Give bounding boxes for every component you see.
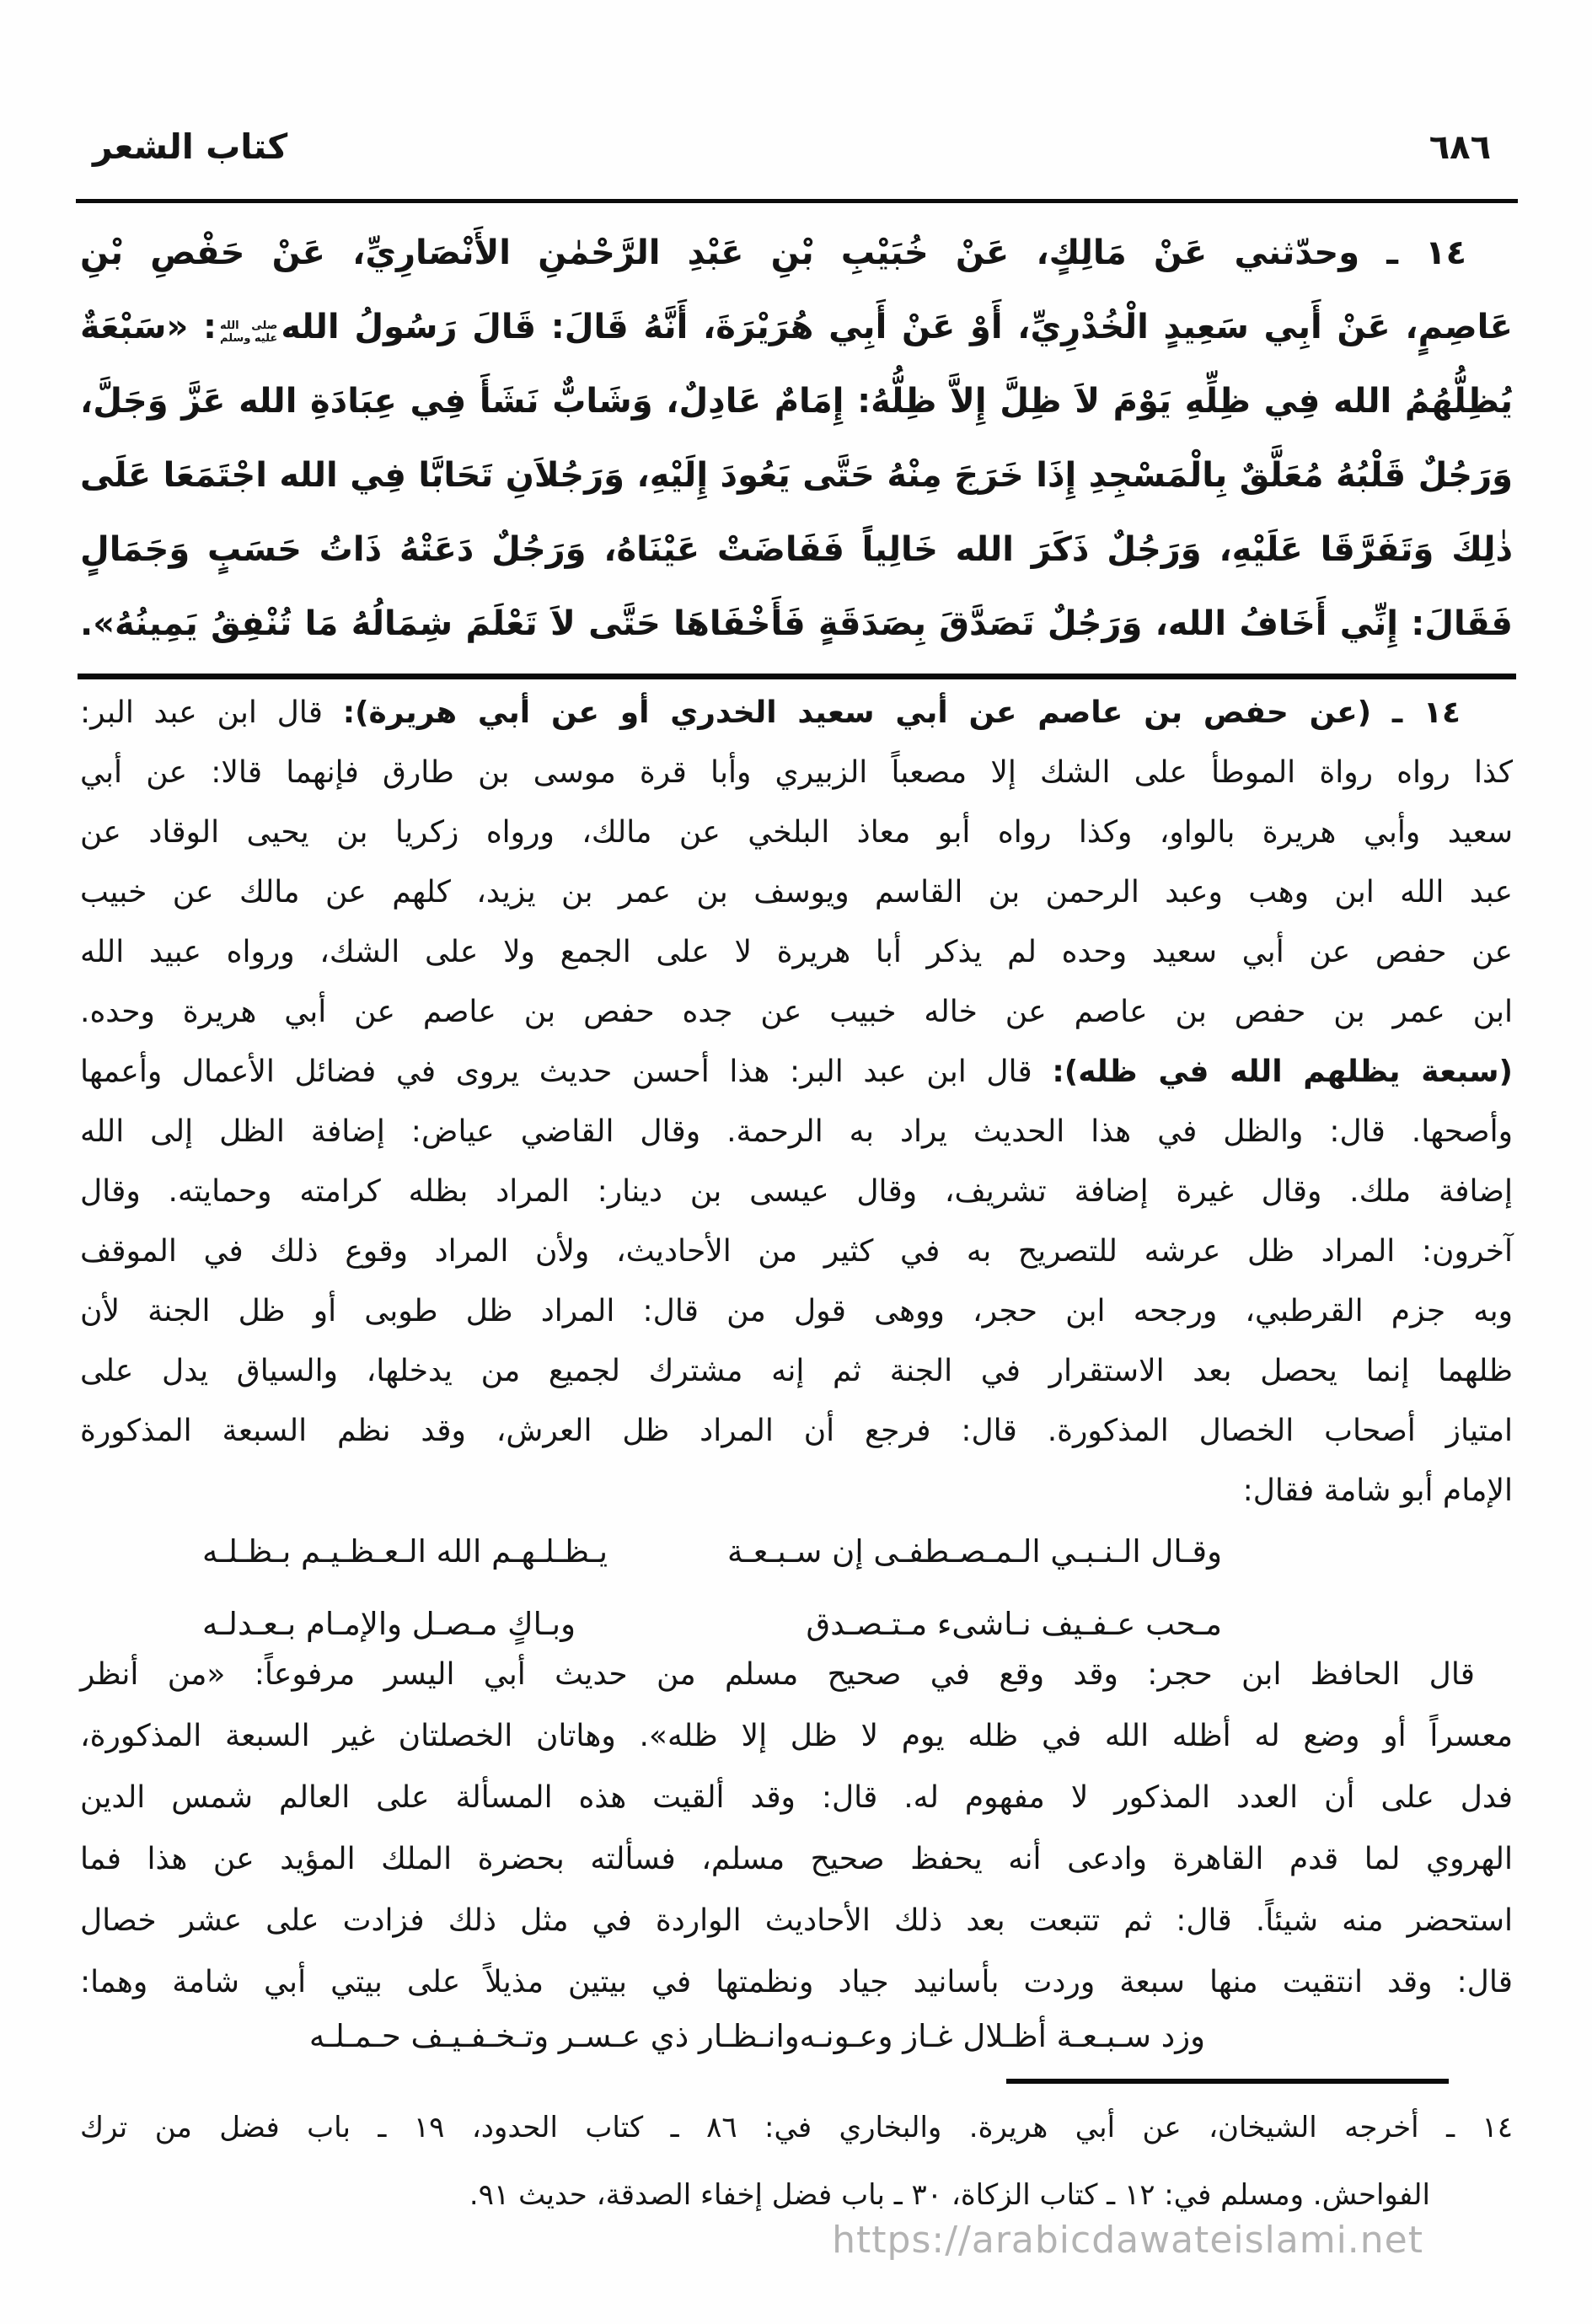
pbuh-seal xyxy=(220,319,277,345)
commentary-line: آخرون: المراد ظل عرشه للتصريح به في كثير من الأحاديث، ولأن المراد وقوع ذلك في الموقف xyxy=(80,1234,1513,1269)
book-title: كتاب الشعر xyxy=(93,126,288,167)
commentary-line: ظلهما إنما يحصل بعد الاستقرار في الجنة ثم إنه مشترك لجميع من يدخلها، والسياق يدل على xyxy=(80,1354,1513,1388)
poem-ibn-hajar xyxy=(80,2008,1513,2064)
pbuh-seal-top: صلى الله xyxy=(220,319,278,332)
commentary-line: ابن عمر بن حفص بن عاصم عن خاله خبيب عن جده حفص بن عاصم عن أبي هريرة وحده. xyxy=(80,995,1513,1029)
hadith-line: ١٤ ـ وحدّثني عَنْ مَالِكٍ، عَنْ خُبَيْبِ بْنِ عَبْدِ الرَّحْمٰنِ الأَنْصَارِيِّ، عَنْ حَفْصِ بْنِ xyxy=(80,233,1466,272)
commentary-line: قال: وقد انتقيت منها سبعة وردت بأسانيد جياد ونظمتها في بيتين مذيلاً على بيتي أبي شامة وهما: xyxy=(80,1965,1513,1999)
hadith-line-text: : «سَبْعَةٌ xyxy=(80,308,217,346)
poem-abu-shama xyxy=(80,1515,1513,1660)
hadith-line-text: عَاصِمٍ، عَنْ أَبِي سَعِيدٍ الْخُدْرِيِّ، أَوْ عَنْ أَبِي هُرَيْرَةَ، أَنَّهُ قَالَ: قَالَ رَسُولُ الله xyxy=(281,308,1513,346)
hadith-text xyxy=(80,216,1513,661)
hemistich-right: وقـال الـنـبـي الـمـصـطفـى إن سـبـعـة xyxy=(727,1532,1222,1570)
hemistich-left: وبـاكٍ مـصـل والإمـام بـعـدلـه xyxy=(202,1605,576,1642)
commentary-line: سعيد وأبي هريرة بالواو، وكذا رواه أبو معاذ البلخي عن مالك، ورواه زكريا بن يحيى الوقاد عن xyxy=(80,815,1513,850)
commentary-line: فدل على أن العدد المذكور لا مفهوم له. قال: وقد ألقيت هذه المسألة على العالم شمس الدين xyxy=(80,1780,1513,1815)
watermark-url: https://arabicdawateislami.net xyxy=(832,2219,1423,2262)
commentary-line: إضافة ملك. وقال غيرة إضافة تشريف، وقال عيسى بن دينار: المراد بظله كرامته وحمايته. وقال xyxy=(80,1174,1513,1209)
poem-verse xyxy=(80,1515,1513,1587)
section-divider-rule xyxy=(78,674,1516,679)
hadith-line: فَقَالَ: إِنِّي أَخَافُ الله، وَرَجُلٌ تَصَدَّقَ بِصَدَقَةٍ فَأَخْفَاهَا حَتَّى لاَ تَعْلَمَ شِمَالُهُ مَا تُنْفِقُ يَمِينُهُ». xyxy=(80,604,1513,643)
commentary-line: وأصحها. قال: والظل في هذا الحديث يراد به الرحمة. وقال القاضي عياض: إضافة الظل إلى الله xyxy=(80,1114,1513,1149)
commentary-line: وبه جزم القرطبي، ورجحه ابن حجر، ووهى قول من قال: المراد ظل طوبى أو ظل الجنة لأن xyxy=(80,1294,1513,1328)
header-rule xyxy=(76,199,1518,203)
footnotes xyxy=(80,2094,1513,2229)
hadith-lemma: (سبعة يظلهم الله في ظله): xyxy=(1052,1055,1514,1089)
commentary-line: استحضر منه شيئاً. قال: ثم تتبعت بعد ذلك الأحاديث الواردة في مثل ذلك فزادت على عشر خصال xyxy=(80,1903,1513,1938)
hemistich-right: مـحب عـفـيف نـاشىء مـتـصـدق xyxy=(806,1605,1222,1642)
hadith-line: وَرَجُلٌ قَلْبُهُ مُعَلَّقٌ بِالْمَسْجِدِ إِذَا خَرَجَ مِنْهُ حَتَّى يَعُودَ إِلَيْهِ، وَرَجُلاَنِ تَحَابَّا فِي الله اجْتَمَعَا عَلَى xyxy=(80,456,1513,495)
commentary-paragraph-3 xyxy=(80,1644,1513,2013)
commentary-line: عن حفص عن أبي سعيد وحده لم يذكر أبا هريرة لا على الجمع ولا على الشك، ورواه عبيد الله xyxy=(80,935,1513,969)
page-number: ٦٨٦ xyxy=(1429,128,1491,167)
commentary-line xyxy=(80,683,1513,743)
commentary-line: امتياز أصحاب الخصال المذكورة. قال: فرجع أن المراد ظل العرش، وقد نظم السبعة المذكورة xyxy=(80,1414,1513,1448)
commentary-line: الهروي لما قدم القاهرة وادعى أنه يحفظ صحيح مسلم، فسألته بحضرة الملك المؤيد عن هذا فما xyxy=(80,1842,1513,1876)
footnote-line: ١٤ ـ أخرجه الشيخان، عن أبي هريرة. والبخاري في: ٨٦ ـ كتاب الحدود، ١٩ ـ باب فضل من ترك xyxy=(80,2111,1514,2144)
commentary-line: معسراً أو وضع له أظله الله في ظله يوم لا ظل إلا ظله». وهاتان الخصلتان غير السبعة المذكورة، xyxy=(80,1719,1513,1753)
footnote-line: الفواحش. ومسلم في: ١٢ ـ كتاب الزكاة، ٣٠ ـ باب فضل إخفاء الصدقة، حديث ٩١. xyxy=(469,2178,1430,2212)
hemistich-left: وانـظـار ذي عـسـر وتـخـفـيـف حـمـلـه xyxy=(308,2017,800,2054)
pbuh-seal-bottom: عليه وسلم xyxy=(220,332,278,345)
commentary-paragraph-2 xyxy=(80,1042,1513,1521)
hadith-line xyxy=(80,290,1513,364)
hadith-line: يُظِلُّهُمُ الله فِي ظِلِّهِ يَوْمَ لاَ ظِلَّ إِلاَّ ظِلُّهُ: إِمَامٌ عَادِلٌ، وَشَابٌّ نَشَأَ فِي عِبَادَةِ الله عَزَّ وَجَلَّ، xyxy=(80,382,1513,421)
hadith-line: ذٰلِكَ وَتَفَرَّقَا عَلَيْهِ، وَرَجُلٌ ذَكَرَ الله خَالِياً فَفَاضَتْ عَيْنَاهُ، وَرَجُلٌ دَعَتْهُ ذَاتُ حَسَبٍ وَجَمَالٍ xyxy=(80,530,1513,569)
footnote-separator-rule xyxy=(1006,2079,1449,2084)
commentary-line: كذا رواه رواة الموطأ على الشك إلا مصعباً الزبيري وأبا قرة موسى بن طارق فإنهما قالا: عن أبي xyxy=(80,755,1513,790)
commentary-text: قال ابن عبد البر: xyxy=(80,695,343,730)
commentary-line: عبد الله ابن وهب وعبد الرحمن بن القاسم ويوسف بن عمر بن يزيد، كلهم عن مالك عن خبيب xyxy=(80,875,1513,910)
hadith-lemma: ١٤ ـ (عن حفص بن عاصم عن أبي سعيد الخدري أو عن أبي هريرة): xyxy=(342,695,1461,730)
commentary-text: قال ابن عبد البر: هذا أحسن حديث يروى في فضائل الأعمال وأعمها xyxy=(80,1055,1053,1089)
commentary-line xyxy=(80,1042,1513,1102)
commentary-line: قال الحافظ ابن حجر: وقد وقع في صحيح مسلم من حديث أبي اليسر مرفوعاً: «من أنظر xyxy=(80,1657,1475,1692)
poem-verse xyxy=(80,2008,1513,2064)
hemistich-left: يـظـلـهـم الله الـعـظـيـم بـظـلـه xyxy=(202,1532,608,1570)
hemistich-right: وزد سـبـعـة أظـلال غـاز وعـونـه xyxy=(799,2017,1205,2054)
commentary-line: الإمام أبو شامة فقال: xyxy=(1242,1473,1513,1508)
commentary-paragraph-1 xyxy=(80,683,1513,1042)
